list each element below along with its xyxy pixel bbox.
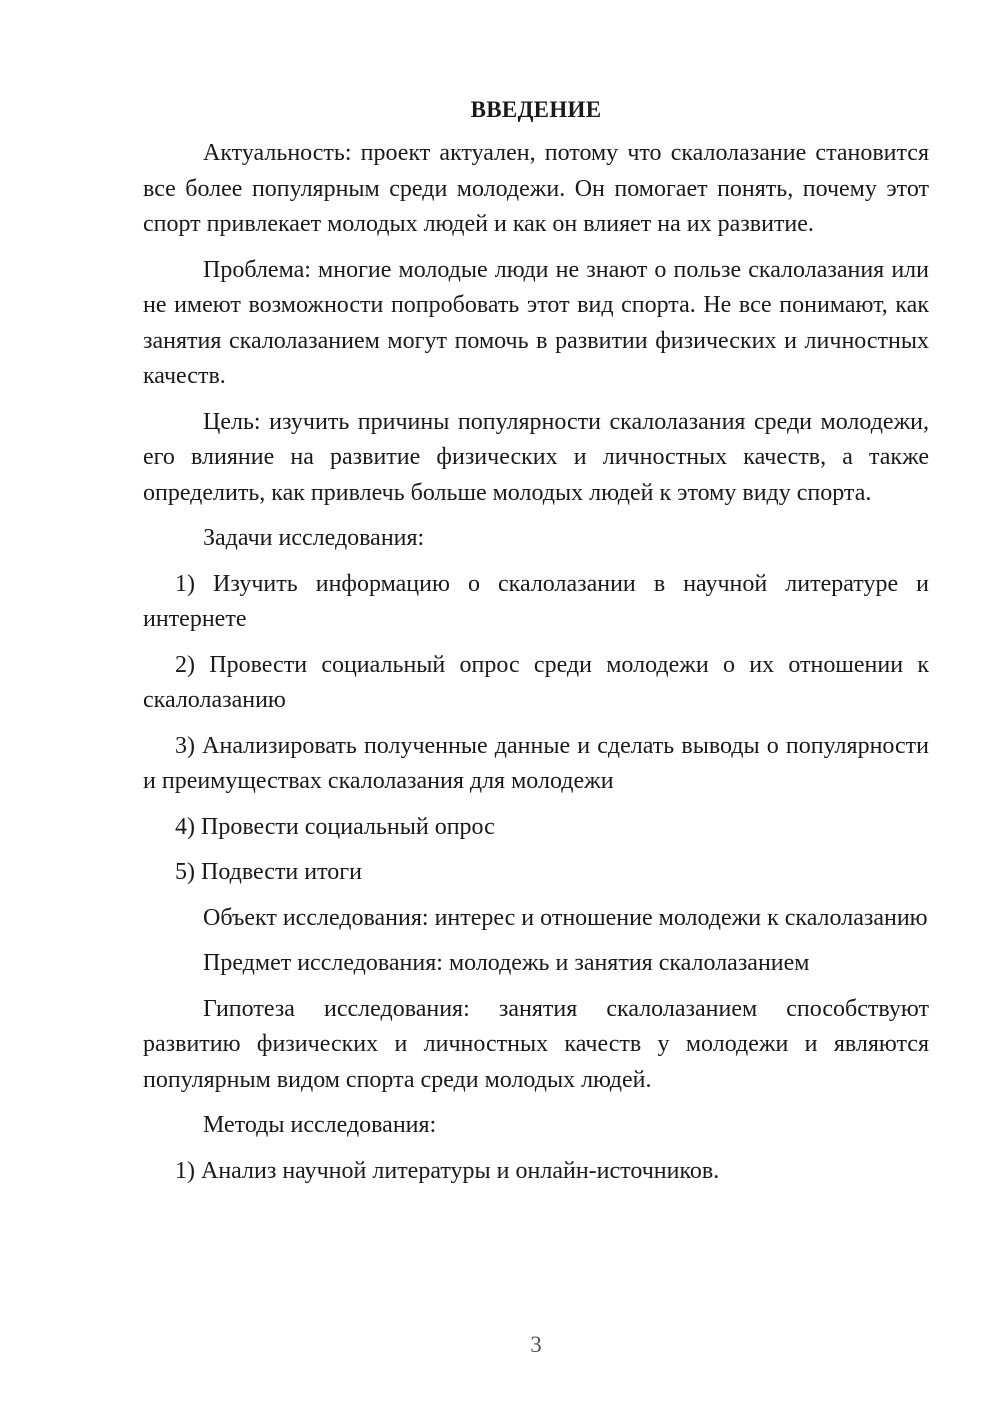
problem-paragraph: Проблема: многие молодые люди не знают о пользе скалолазания или не имеют возможности попробовать этот вид спорта. Не все понимают, как занятия скалолазанием могут помочь в развитии физических и личностных качеств.: [143, 256, 929, 389]
goal-paragraph: Цель: изучить причины популярности скалолазания среди молодежи, его влияние на развитие физических и личностных качеств, а также определить, как привлечь больше молодых людей к этому виду спорта.: [143, 408, 929, 506]
page-content: [143, 92, 929, 1199]
methods-heading: Методы исследования:: [203, 1112, 437, 1138]
task-item: 3) Анализировать полученные данные и сделать выводы о популярности и преимуществах скалолазания для молодежи: [143, 732, 929, 794]
object-paragraph: Объект исследования: интерес и отношение молодежи к скалолазанию: [203, 904, 928, 931]
relevance-paragraph: Актуальность: проект актуален, потому что скалолазание становится все более популярным среди молодежи. Он помогает понять, почему этот спорт привлекает молодых людей и как он влияет на их развитие.: [143, 140, 929, 237]
task-item: 4) Провести социальный опрос: [175, 813, 495, 840]
subject-paragraph: Предмет исследования: молодежь и занятия скалолазанием: [203, 950, 810, 976]
task-item: 5) Подвести итоги: [175, 859, 362, 885]
task-item: 1) Изучить информацию о скалолазании в научной литературе и интернете: [143, 570, 929, 632]
page-title: ВВЕДЕНИЕ: [470, 97, 602, 122]
task-item: 2) Провести социальный опрос среди молодежи о их отношении к скалолазанию: [143, 651, 929, 713]
tasks-heading: Задачи исследования:: [203, 525, 425, 551]
hypothesis-paragraph: Гипотеза исследования: занятия скалолазанием способствуют развитию физических и личностных качеств у молодежи и являются популярным видом спорта среди молодых людей.: [143, 995, 929, 1093]
page-number: 3: [530, 1332, 542, 1357]
method-item: 1) Анализ научной литературы и онлайн-источников.: [175, 1157, 720, 1184]
